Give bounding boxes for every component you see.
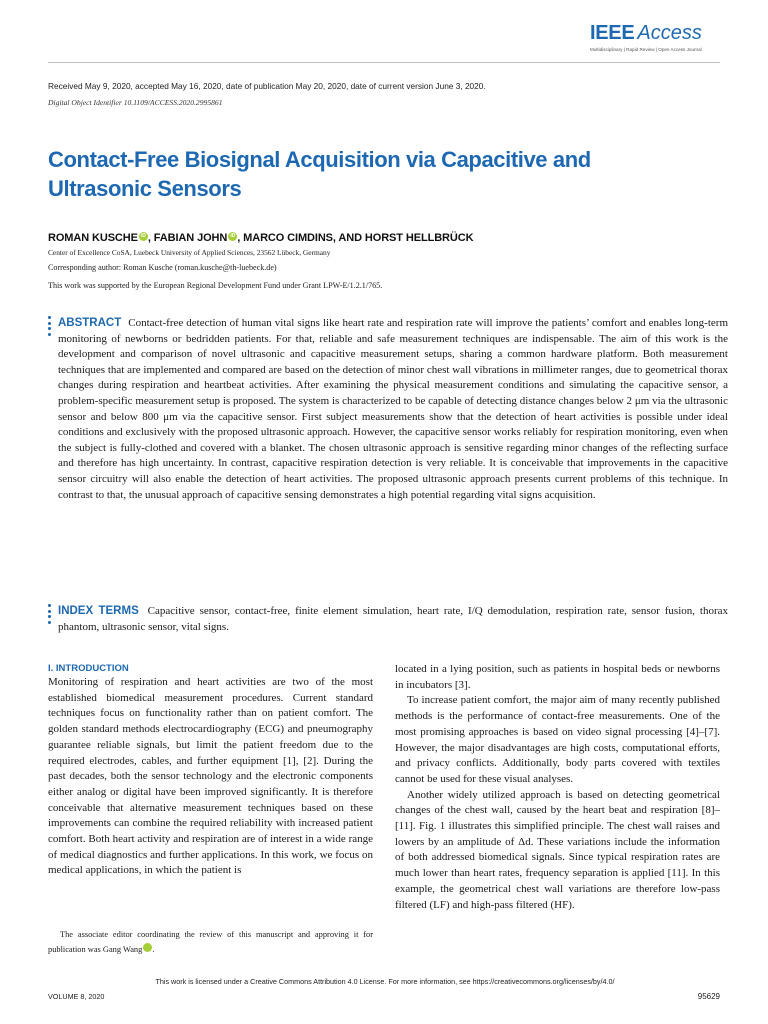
orcid-icon[interactable]: iD [143,943,152,952]
abstract [58,316,728,503]
index-terms [58,604,728,635]
received-dates: Received May 9, 2020, accepted May 16, 2020, date of publication May 20, 2020, date of current version June 3, 2020. [48,81,486,91]
body-column-right [395,662,720,913]
paragraph: Monitoring of respiration and heart activities are two of the most established biomedical measurement procedures. Current standard techniques focus on functionality rather than on patient comfort. The golden standard methods electrocardiography (ECG) and pneumography guarantee reliable signals, but limit the patient freedom due to the required electrodes, cables, and further equipment [1], [2]. During the past decades, both the sensor technology and the electronic components either analog or digital have been improved significantly. It is therefore conceivable that alternative measurement techniques based on these improvements can combine the required reliability with increased patient comfort. Both heart activity and respiration are of interest in a wide range of medical diagnostics and further applications. In this work, we focus on medical applications, in which the patient is [48,676,373,877]
author-list: ROMAN KUSCHE iD , FABIAN JOHN iD , MARCO CIMDINS, AND HORST HELLBRÜCK [48,232,474,244]
section-marker-icon [48,316,51,338]
corresponding-author: Corresponding author: Roman Kusche (roman.kusche@th-luebeck.de) [48,263,277,272]
section-heading: I. INTRODUCTION [48,663,129,674]
footnote-text: The associate editor coordinating the review of this manuscript and approving it for publication was Gang Wang [48,930,373,954]
logo-ieee-text: IEEE [590,22,635,44]
author-name: FABIAN JOHN [153,232,228,244]
affiliation: Center of Excellence CoSA, Luebeck University of Applied Sciences, 23562 Lübeck, Germany [48,248,331,257]
journal-tagline: Multidisciplinary | Rapid Review | Open Access Journal [590,47,702,52]
paragraph: Another widely utilized approach is based on detecting geometrical changes of the chest wall, caused by the heart beat and respiration [8]–[11]. Fig. 1 illustrates this simplified principle. The chest wall raises and lowers by an amplitude of Δd. These variations include the information of both addressed biomedical signals. Since typical respiration rates are much lower than heart rates, frequency separation is applied [11]. In this example, the geometrical chest wall variations are therefore low-pass filtered (LF) and high-pass filtered (HF). [395,788,720,911]
paragraph: To increase patient comfort, the major aim of many recently published methods is the performance of contact-free measurements. One of the most promising approaches is based on video signal processing [4]–[7]. However, the major disadvantages are high costs, computational efforts, and privacy conflicts. Additionally, body parts covered with textiles cannot be used for these visual analyses. [395,694,720,785]
journal-logo [590,22,750,52]
logo-access-text: Access [637,22,702,44]
funding-note: This work was supported by the European Regional Development Fund under Grant LPW-E/1.2.1/765. [48,281,383,290]
orcid-icon[interactable]: iD [139,232,148,241]
doi-line: Digital Object Identifier 10.1109/ACCESS.2020.2995861 [48,98,223,107]
body-column-left [48,662,373,879]
header-divider [48,62,720,63]
section-marker-icon [48,604,51,626]
index-terms-text: Capacitive sensor, contact-free, finite element simulation, heart rate, I/Q demodulation, respiration rate, sensor fusion, thorax phantom, ultrasonic sensor, vital signs. [58,605,729,633]
abstract-text: Contact-free detection of human vital signs like heart rate and respiration rate will improve the patients’ comfort and enables long-term monitoring of newborns or bedridden patients. For that, reliable and safe measurement techniques are indispensable. The aim of this work is the development and comparison of novel ultrasonic and capacitive measurement setups, sharing a common hardware platform. Both measurement techniques that are implemented and compared are based on the detection of minor chest wall vibrations in millimeter ranges, due to geometrical thorax changes during respiration and heartbeat activities. After examining the physical measurement conditions and simulating the capacitive sensor, a problem-specific measurement setup is proposed. The system is characterized to be capable of detecting distance changes below 2 μm via the ultrasonic sensor and below 800 μm via the capacitive sensor. First subject measurements show that the detection of heart activities is possible under ideal conditions and exclusively with the proposed ultrasonic approach. However, the capacitive sensor works reliably for respiration monitoring, even when the subject is fully-clothed and covered with a blanket. The chosen ultrasonic approach is sensitive regarding minor changes of the reflecting surface and therefore has high uncertainty. In contrast, capacitive respiration detection is very reliable. It is conceivable that improvements in the capacitive sensor circuitry will also enable the detection of heart activities. The proposed ultrasonic approach presents current problems of this technique. In contrast to that, the unusual approach of capacitive sensing demonstrates a high potential regarding vital signs acquisition. [58,317,728,501]
editor-footnote: The associate editor coordinating the review of this manuscript and approving it for publication was Gang Wang iD. [48,930,373,954]
article-title: Contact-Free Biosignal Acquisition via Capacitive and Ultrasonic Sensors [48,147,591,201]
orcid-icon[interactable]: iD [228,232,237,241]
volume-label: VOLUME 8, 2020 [48,992,105,1001]
index-terms-label: INDEX TERMS [58,605,139,617]
license-notice[interactable]: This work is licensed under a Creative Commons Attribution 4.0 License. For more information, see https://creativecommons.org/licenses/by/4.0/ [155,977,615,986]
author-name: ROMAN KUSCHE [48,232,138,244]
page-number: 95629 [697,992,720,1001]
author-name: MARCO CIMDINS, AND HORST HELLBRÜCK [243,232,474,244]
abstract-label: ABSTRACT [58,317,122,329]
paragraph: located in a lying position, such as patients in hospital beds or newborns in incubators [3]. [395,663,720,691]
